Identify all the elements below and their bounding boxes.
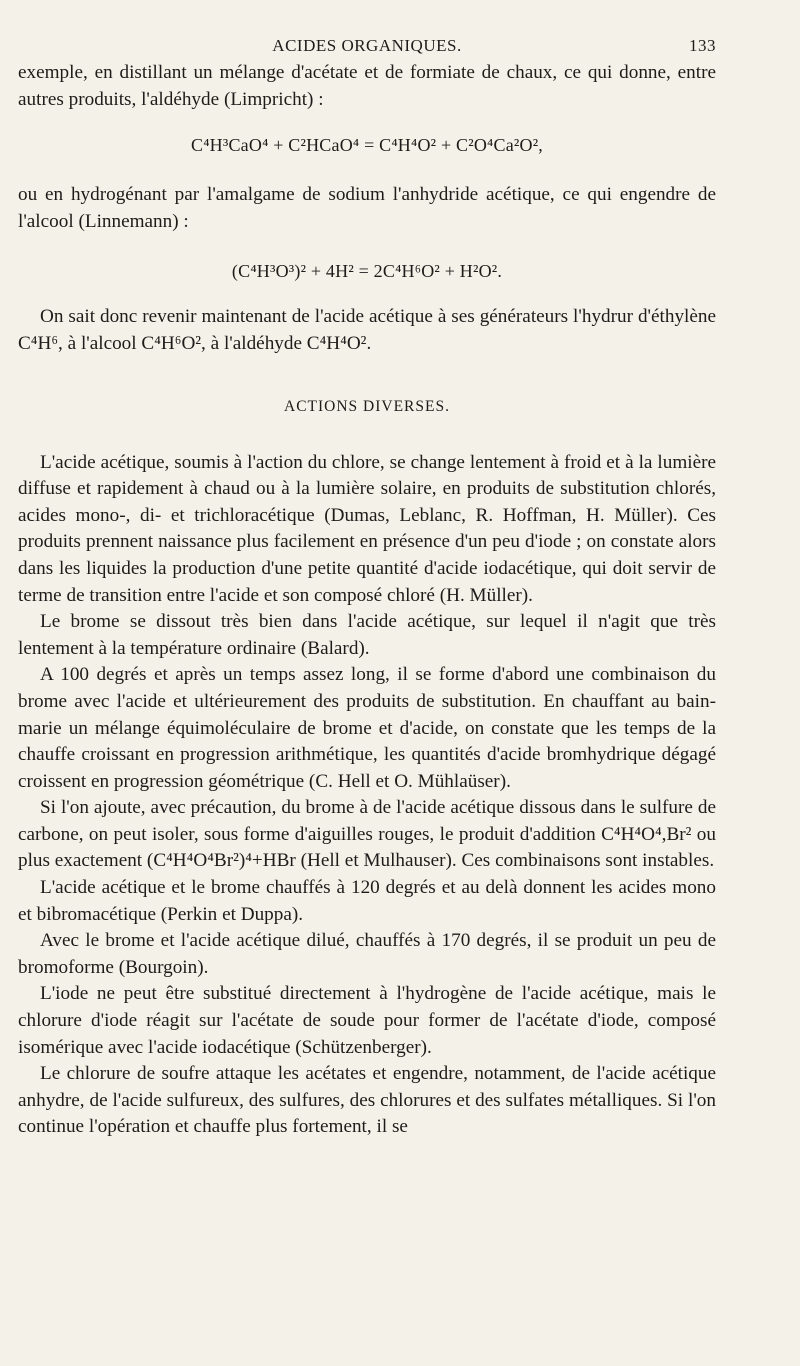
paragraph: Le chlorure de soufre attaque les acétates et engendre, notamment, de l'acide acétique anhydre, de l'acide sulfureux, des sulfures, des chlorures et des sulfates métalliques. Si l'on continue l'opération et chauffe plus fortement, il se [18, 1063, 716, 1138]
page [18, 30, 716, 1141]
paragraph: L'acide acétique, soumis à l'action du chlore, se change lentement à froid et à la lumière diffuse et rapidement à chaud ou à la lumière solaire, en produits de substitution chlorés, acides mono-, di- et trichloracétique (Dumas, Leblanc, R. Hoffman, H. Müller). Ces produits prennent naissance plus facilement en présence d'un peu d'iode ; on constate alors dans les liquides la production d'une petite quantité d'acide iodacétique, qui doit servir de terme de transition entre l'acide et son composé chloré (H. Müller). [18, 451, 716, 606]
paragraph: Avec le brome et l'acide acétique dilué, chauffés à 170 degrés, il se produit un peu de bromoforme (Bourgoin). [18, 930, 716, 978]
paragraph: L'acide acétique et le brome chauffés à 120 degrés et au delà donnent les acides mono et bibromacétique (Perkin et Duppa). [18, 877, 716, 925]
paragraph: Si l'on ajoute, avec précaution, du brome à de l'acide acétique dissous dans le sulfure de carbone, on peut isoler, sous forme d'aiguilles rouges, le produit d'addition C⁴H⁴O⁴,Br² ou plus exactement (C⁴H⁴O⁴Br²)⁴+HBr (Hell et Mulhauser). Ces combinaisons sont instables. [18, 797, 716, 872]
running-head [18, 30, 716, 60]
paragraph: On sait donc revenir maintenant de l'acide acétique à ses générateurs l'hydrur d'éthylène C⁴H⁶, à l'alcool C⁴H⁶O², à l'aldéhyde C⁴H⁴O². [18, 306, 716, 354]
paragraph: Le brome se dissout très bien dans l'acide acétique, sur lequel il n'agit que très lentement à la température ordinaire (Balard). [18, 611, 716, 659]
page-number: 133 [689, 36, 716, 55]
chemical-equation: (C⁴H³O³)² + 4H² = 2C⁴H⁶O² + H²O². [231, 261, 503, 282]
running-title: ACIDES ORGANIQUES. [272, 36, 462, 55]
chemical-equation: C⁴H³CaO⁴ + C²HCaO⁴ = C⁴H⁴O² + C²O⁴Ca²O², [191, 135, 543, 156]
section-title: ACTIONS DIVERSES. [284, 397, 450, 415]
paragraph: L'iode ne peut être substitué directement à l'hydrogène de l'acide acétique, mais le chlorure d'iode réagit sur l'acétate de soude pour former de l'acétate d'iode, composé isomérique avec l'acide iodacétique (Schützenberger). [18, 983, 716, 1058]
paragraph: exemple, en distillant un mélange d'acétate et de formiate de chaux, ce qui donne, entre autres produits, l'aldéhyde (Limpricht) : [18, 62, 716, 110]
paragraph: A 100 degrés et après un temps assez long, il se forme d'abord une combinaison du brome avec l'acide et ultérieurement des produits de substitution. En chauffant au bain-marie un mélange équimoléculaire de brome et d'acide, on constate que les temps de la chauffe croissant en progression arithmétique, les quantités d'acide bromhydrique dégagé croissent en progression géométrique (C. Hell et O. Mühlaüser). [18, 664, 716, 792]
paragraph: ou en hydrogénant par l'amalgame de sodium l'anhydride acétique, ce qui engendre de l'alcool (Linnemann) : [18, 184, 716, 232]
